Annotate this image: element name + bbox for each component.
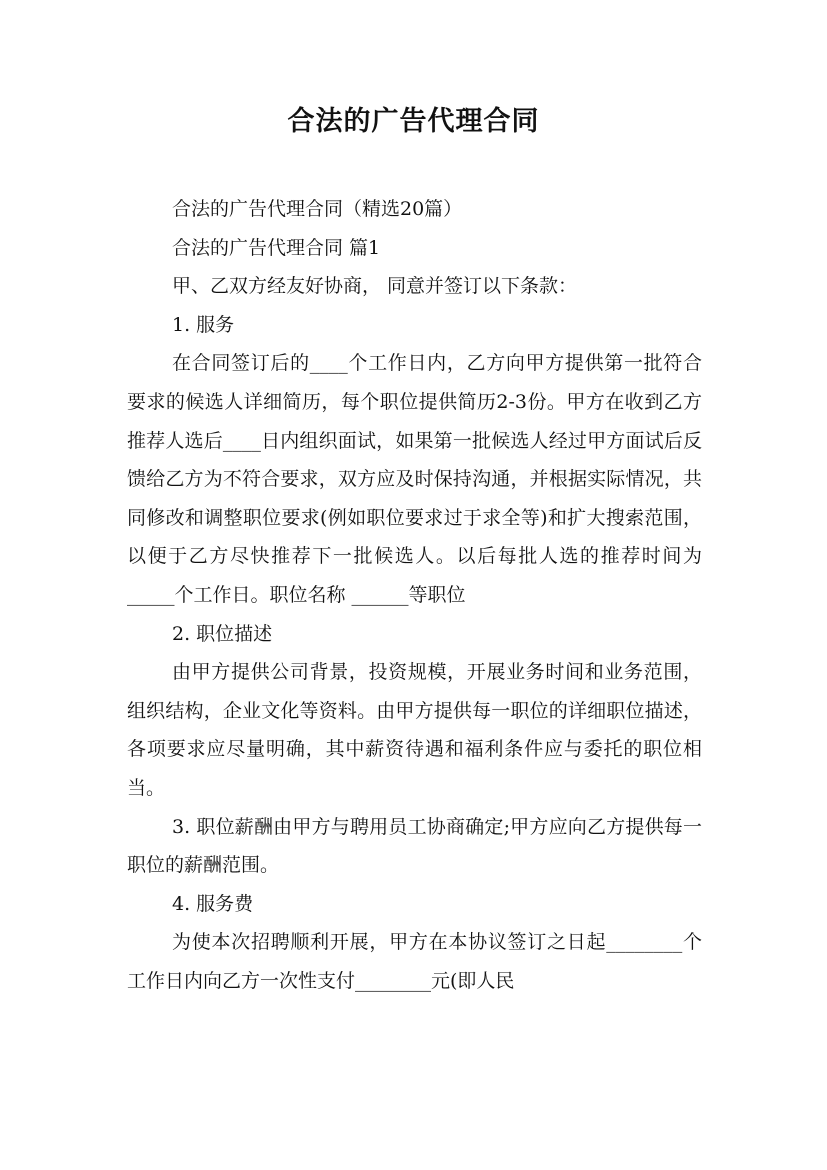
clause-heading-service: 1. 服务 <box>172 313 235 336</box>
paragraph-intro: 甲、乙双方经友好协商， 同意并签订以下条款： <box>172 275 578 298</box>
clause-job-description-text: 由甲方提供公司背景，投资规模，开展业务时间和业务范围，组织结构，企业文化等资料。由甲方提供每一职位的详细职位描述，各项要求应尽量明确，其中薪资待遇和福利条件应与委托的职位相当。 <box>127 661 702 799</box>
paragraph-subtitle: 合法的广告代理合同（精选20篇） <box>172 198 463 220</box>
document-title: 合法的广告代理合同 <box>287 106 540 137</box>
clause-service-text: 在合同签订后的____个工作日内，乙方向甲方提供第一批符合要求的候选人详细简历，每个职位提供简历2-3份。甲方在收到乙方推荐人选后____日内组织面试，如果第一批候选人经过甲方面试后反馈给乙方为不符合要求，双方应及时保持沟通，并根据实际情况，共同修改和调整职位要求(例如职位要求过于求全等)和扩大搜索范围，以便于乙方尽快推荐下一批候选人。以后每批人选的推荐时间为_____个工作日。职位名称 ______等职位 <box>127 352 702 606</box>
clause-service-fee-text: 为使本次招聘顺利开展，甲方在本协议签订之日起________个工作日内向乙方一次性支付________元(即人民 <box>127 931 702 992</box>
clause-heading-job-description: 2. 职位描述 <box>172 622 273 645</box>
paragraph-section-heading: 合法的广告代理合同 篇1 <box>172 236 381 259</box>
clause-heading-service-fee: 4. 服务费 <box>172 892 254 915</box>
clause-salary-text: 3. 职位薪酬由甲方与聘用员工协商确定;甲方应向乙方提供每一职位的薪酬范围。 <box>127 815 702 877</box>
document-body <box>127 190 702 1000</box>
